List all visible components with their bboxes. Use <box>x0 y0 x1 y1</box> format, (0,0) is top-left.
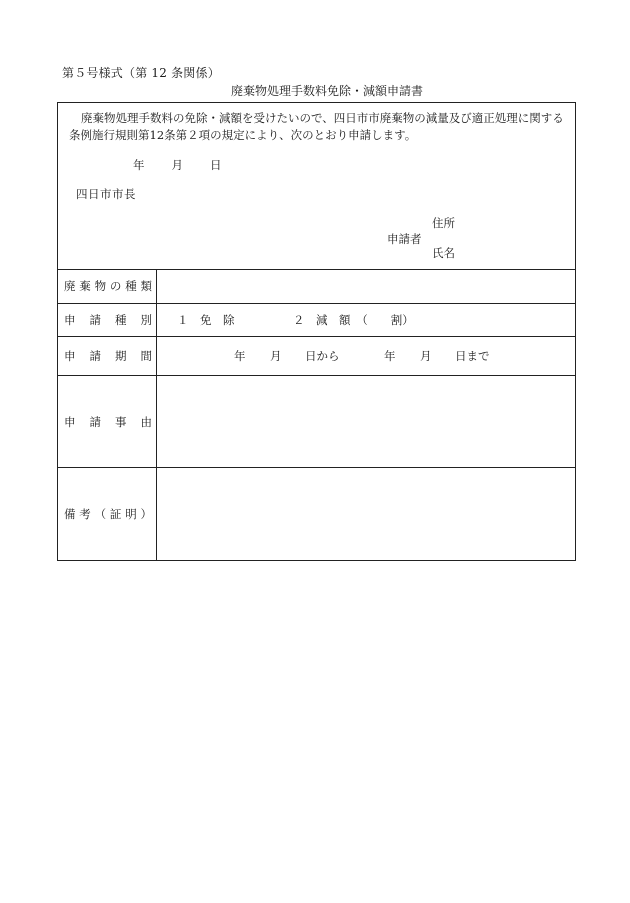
waste-type-label: 廃棄物の種類 <box>64 279 152 293</box>
option-reduction[interactable]: ２ 減 額 （ 割） <box>293 313 414 327</box>
waste-type-row <box>58 269 575 304</box>
period-from-day: 日から <box>305 349 340 363</box>
applicant-label: 申請者 <box>387 232 422 246</box>
document-title: 廃棄物処理手数料免除・減額申請書 <box>230 84 423 98</box>
period-from-year: 年 <box>234 349 246 363</box>
period-to-year: 年 <box>384 349 396 363</box>
period-from-month: 月 <box>270 349 282 363</box>
date-year-field[interactable]: 年 <box>133 158 145 172</box>
request-reason-row <box>58 376 575 468</box>
request-reason-field[interactable] <box>157 376 575 467</box>
date-month-field[interactable]: 月 <box>171 158 183 172</box>
request-type-row <box>58 304 575 337</box>
application-form <box>57 102 576 561</box>
request-period-label: 申請期間 <box>64 349 152 363</box>
request-period-field[interactable] <box>157 337 575 375</box>
date-day-field[interactable]: 日 <box>210 158 222 172</box>
request-type-label: 申請種別 <box>64 313 152 327</box>
request-reason-label: 申請事由 <box>64 414 152 429</box>
remarks-field[interactable] <box>157 468 575 560</box>
application-date <box>133 157 222 173</box>
request-period-row <box>58 337 575 376</box>
intro-text: 廃棄物処理手数料の免除・減額を受けたいので、四日市市廃棄物の減量及び適正処理に関する条例施行規則第12条第２項の規定により、次のとおり申請します。 <box>69 111 564 142</box>
remarks-label: 備考（証明） <box>64 507 152 521</box>
period-to-day: 日まで <box>455 349 490 363</box>
form-number: 第５号様式（第 12 条関係） <box>62 66 220 80</box>
option-exemption[interactable]: １ 免 除 <box>177 313 235 327</box>
address-field[interactable]: 住所 <box>432 216 455 230</box>
period-to-month: 月 <box>420 349 432 363</box>
request-type-field <box>157 304 575 336</box>
waste-type-field[interactable] <box>157 269 575 303</box>
application-statement-block <box>58 103 575 270</box>
addressee: 四日市市長 <box>76 187 136 201</box>
name-field[interactable]: 氏名 <box>432 246 455 260</box>
remarks-row <box>58 468 575 560</box>
